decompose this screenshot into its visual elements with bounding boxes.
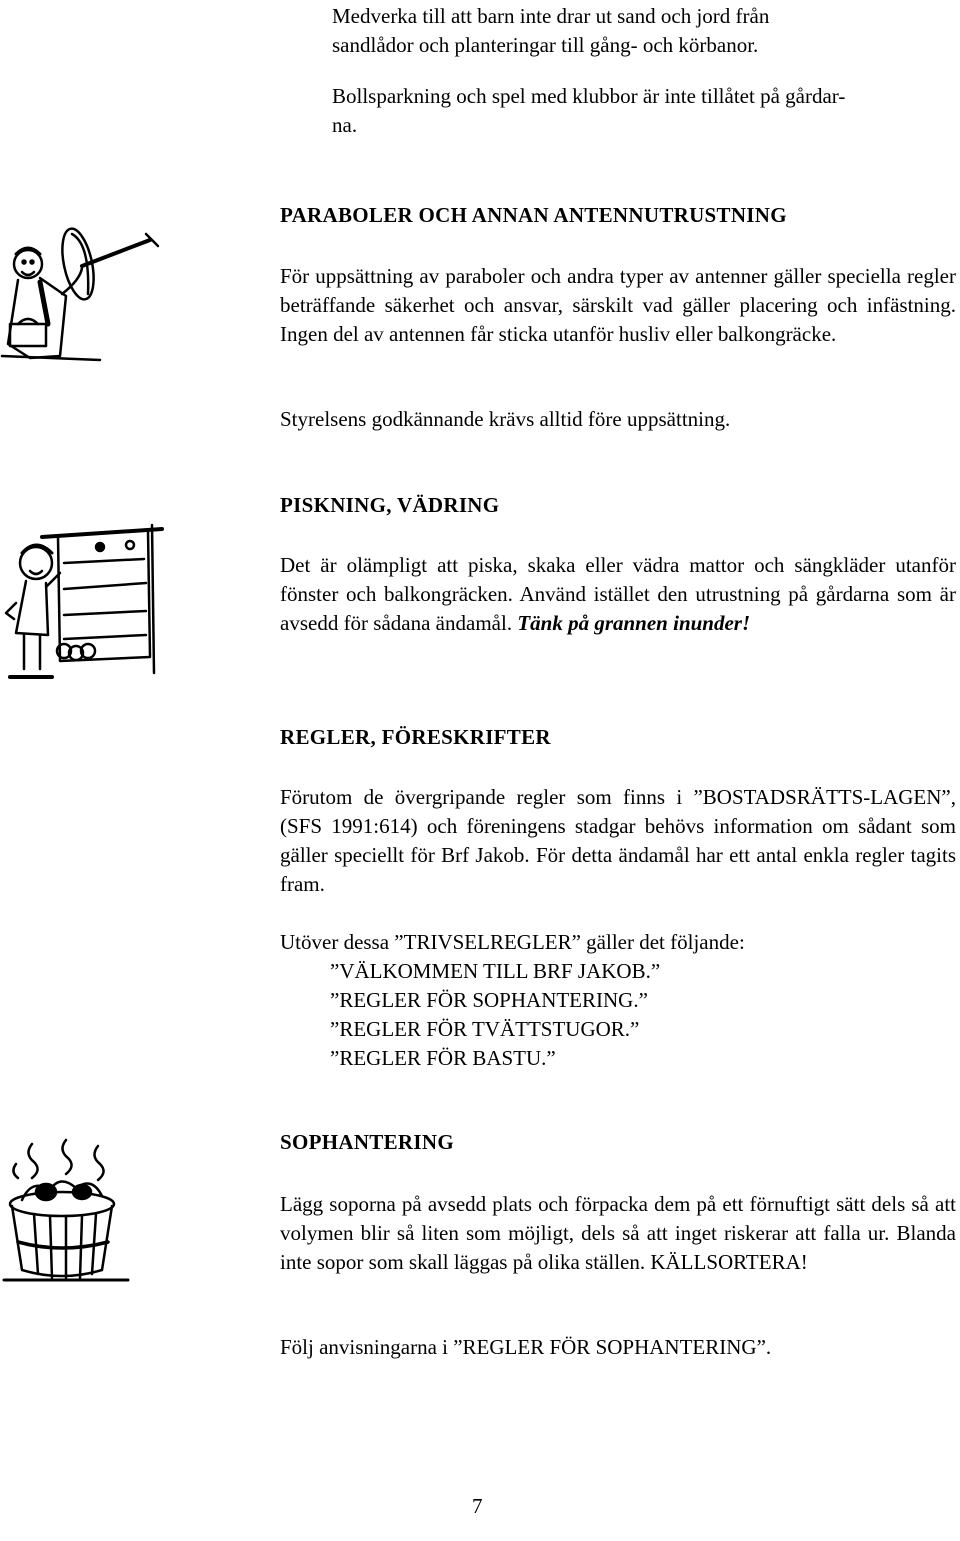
paraboler-body: För uppsättning av paraboler och andra typer av antenner gäller speciella regler beträffande säkerhet och ansvar, särskilt vad gäller placering och infästning. Ingen del av antennen får sticka utanför husliv eller balkongräcke. [280, 264, 956, 346]
sophantering-body: Lägg soporna på avsedd plats och förpacka dem på ett förnuftigt sätt dels så att volymen blir så liten som möjligt, dels så att inget riskerar att falla ur. Blanda inte sopor som skall läggas på olika ställen. KÄLLSORTERA! [280, 1192, 956, 1274]
list-item: ”REGLER FÖR TVÄTTSTUGOR.” [330, 1017, 640, 1041]
regler-list-block [280, 928, 956, 1073]
section-heading-sophantering: SOPHANTERING [280, 1130, 454, 1154]
intro-line: sandlådor och planteringar till gång- och körbanor. [332, 33, 759, 57]
regler-body: Förutom de övergripande regler som finns i ”BOSTADSRÄTTS-LAGEN”, (SFS 1991:614) och föreningens stadgar behövs information om sådant som gäller speciellt för Brf Jakob. För detta ändamål har ett antal enkla regler tagits fram. [280, 785, 956, 896]
section-heading-paraboler: PARABOLER OCH ANNAN ANTENNUTRUSTNING [280, 203, 787, 227]
piskning-emphasis: Tänk på grannen inunder! [517, 611, 751, 635]
paraboler-note: Styrelsens godkännande krävs alltid före uppsättning. [280, 407, 731, 431]
list-item: ”REGLER FÖR SOPHANTERING.” [330, 988, 648, 1012]
sophantering-note: Följ anvisningarna i ”REGLER FÖR SOPHANTERING”. [280, 1335, 772, 1359]
regler-list-intro: Utöver dessa ”TRIVSELREGLER” gäller det följande: [280, 930, 745, 954]
antenna-installer-icon [0, 224, 170, 367]
section-heading-regler: REGLER, FÖRESKRIFTER [280, 725, 551, 749]
intro-block [332, 2, 932, 140]
piskning-body-block [280, 551, 956, 638]
section-heading-piskning: PISKNING, VÄDRING [280, 493, 500, 517]
trash-can-icon [2, 1138, 130, 1289]
intro-line: Medverka till att barn inte drar ut sand och jord från [332, 4, 770, 28]
list-item: ”REGLER FÖR BASTU.” [330, 1046, 556, 1070]
piskning-body: Det är olämpligt att piska, skaka eller vädra mattor och sängkläder utanför fönster och balkongräcken. Använd istället den utrustning på gårdarna som är avsedd för sådana ändamål. [280, 553, 956, 635]
carpet-airing-icon [2, 523, 164, 686]
list-item: ”VÄLKOMMEN TILL BRF JAKOB.” [330, 959, 661, 983]
intro-line: na. [332, 113, 358, 137]
intro-line: Bollsparkning och spel med klubbor är inte tillåtet på gårdar- [332, 84, 846, 108]
page-number: 7 [472, 1494, 483, 1518]
